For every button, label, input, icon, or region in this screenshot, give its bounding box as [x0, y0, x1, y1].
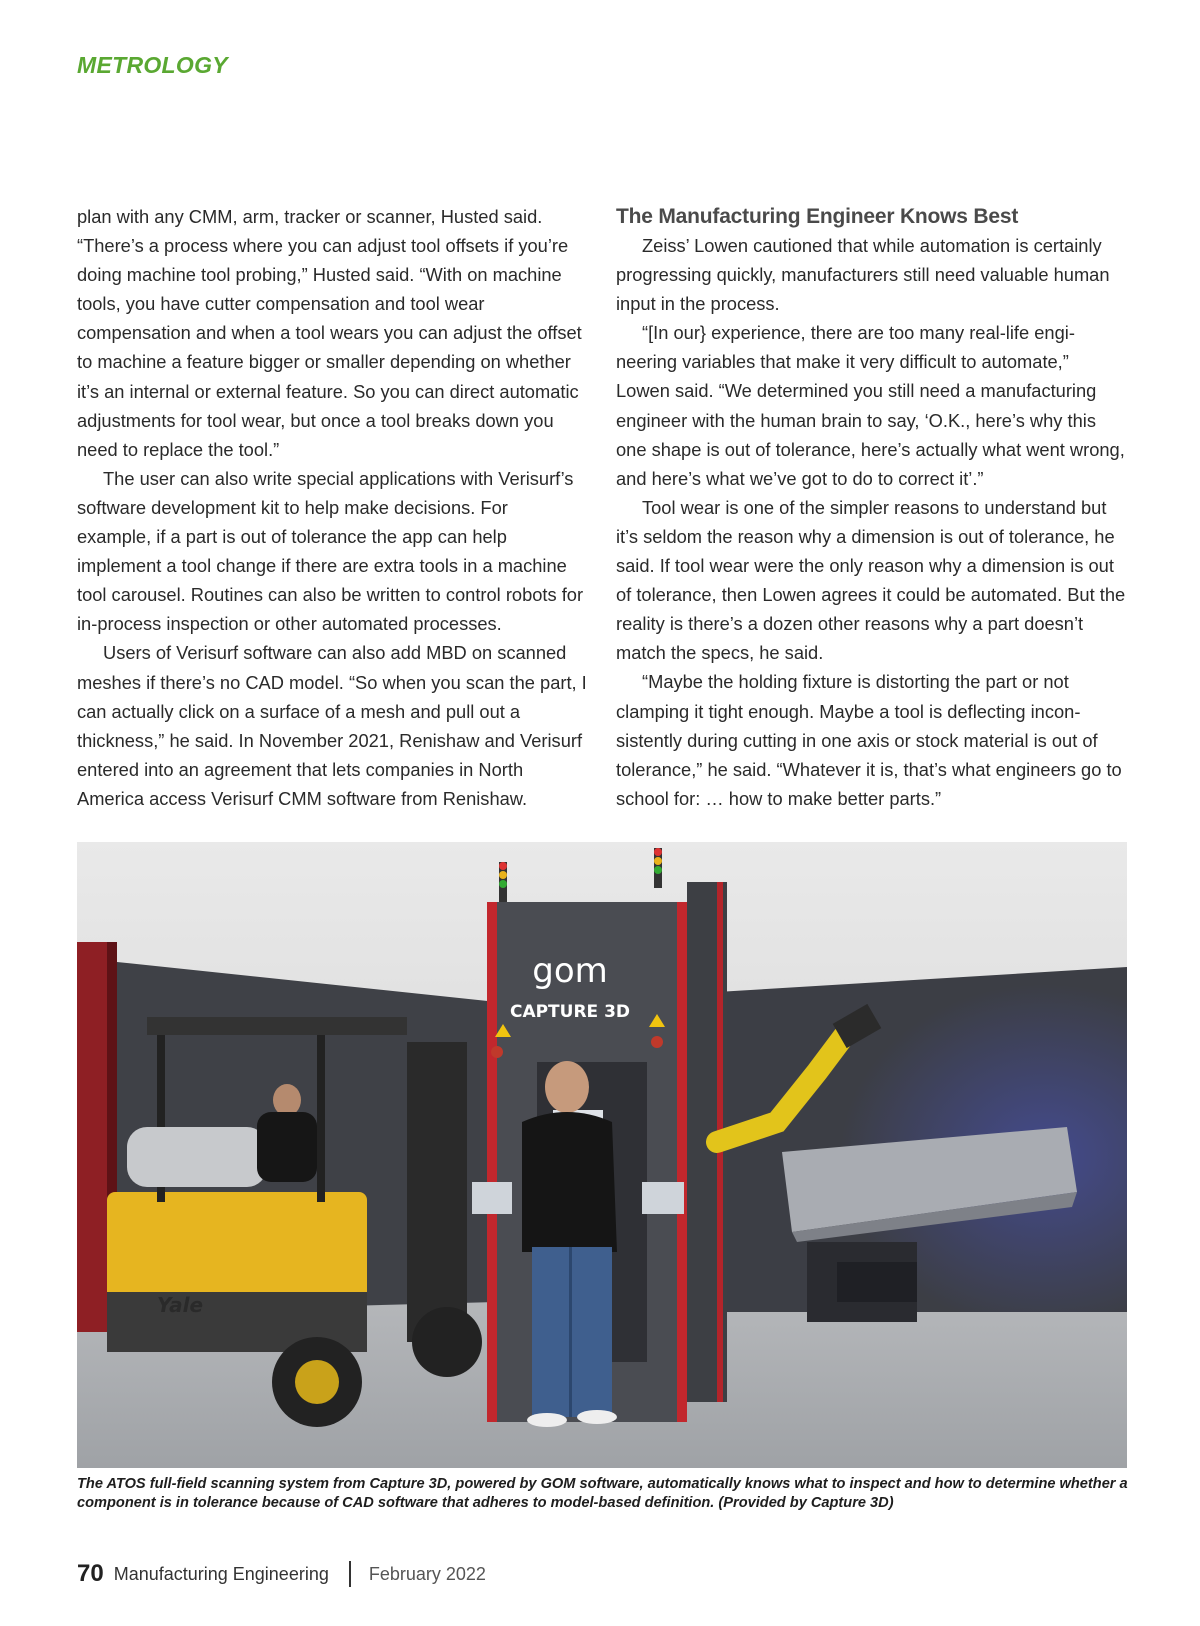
footer-divider [349, 1561, 351, 1587]
scanning-system-illustration [77, 842, 1127, 1468]
left-column [77, 202, 587, 813]
page-number: 70 [77, 1560, 104, 1587]
yale-logo-text: Yale [157, 1293, 204, 1317]
body-paragraph: “[In our} experience, there are too many real-life engineering variables that make it very difficult to automate,” Lowen said. “We determined you still need a manufacturing engineer with the human brain to say, ‘O.K., here’s why this one shape is out of tolerance, here’s actually what went wrong, and here’s what we’ve got to do to correct it’.” [616, 322, 1125, 489]
page-footer [77, 1556, 486, 1592]
right-column [616, 202, 1126, 813]
body-paragraph: Users of Verisurf software can also add MBD on scanned meshes if there’s no CAD model. “So when you scan the part, I can actually click on a surface of a mesh and pull out a thickness,” he said. In November 2021, Renishaw and Verisurf entered into an agreement that lets companies in North America access Verisurf CMM software from Renishaw. [77, 642, 587, 809]
body-paragraph: Zeiss’ Lowen cautioned that while automation is certainly progressing quickly, manufacturers still need valuable human input in the process. [616, 235, 1110, 315]
body-paragraph: The user can also write special applications with Verisurf’s software development kit to help make decisions. For example, if a part is out of tolerance the app can help implement a tool change if there are extra tools in a machine tool carousel. Routines can also be written to control robots for in-process inspection or other automated processes. [77, 467, 584, 635]
article-photo [77, 842, 1127, 1468]
body-paragraph: plan with any CMM, arm, tracker or scanner, Husted said. “There’s a process where you can adjust tool offsets if you’re doing machine tool probing,” Husted said. “With on machine tools, you have cutter compensation and tool wear compensation and when a tool wears you can adjust the offset to machine a feature bigger or smaller depending on whether it’s an internal or external feature. So you can direct automatic adjustments for tool wear, but once a tool breaks down you need to replace the tool.” [77, 206, 582, 460]
issue-date: February 2022 [368, 1563, 486, 1584]
gom-logo-text: gom [532, 951, 608, 991]
section-label: METROLOGY [77, 52, 228, 78]
subheading: The Manufacturing Engineer Knows Best [616, 205, 1019, 228]
body-paragraph: “Maybe the holding fixture is distorting the part or not clamping it tight enough. Maybe a tool is deflecting inconsistently during cutting in one axis or stock material is out of tolerance,” he said. “Whatever it is, that’s what engineers go to school for: … how to make better parts.” [616, 671, 1122, 809]
photo-caption: The ATOS full-field scanning system from Capture 3D, powered by GOM software, automatically knows what to inspect and how to determine whether a component is in tolerance because of CAD software that adheres to model-based definition. (Provided by Capture 3D) [77, 1476, 1128, 1511]
body-paragraph: Tool wear is one of the simpler reasons to understand but it’s seldom the reason why a dimension is out of tolerance, he said. If tool wear were the only reason why a dimension is out of tolerance, then Lowen agrees it could be automated. But the reality is there’s a dozen other reasons why a part doesn’t match the specs, he said. [616, 496, 1126, 664]
magazine-name: Manufacturing Engineering [113, 1563, 329, 1584]
capture3d-logo-text: CAPTURE 3D [509, 1002, 631, 1022]
